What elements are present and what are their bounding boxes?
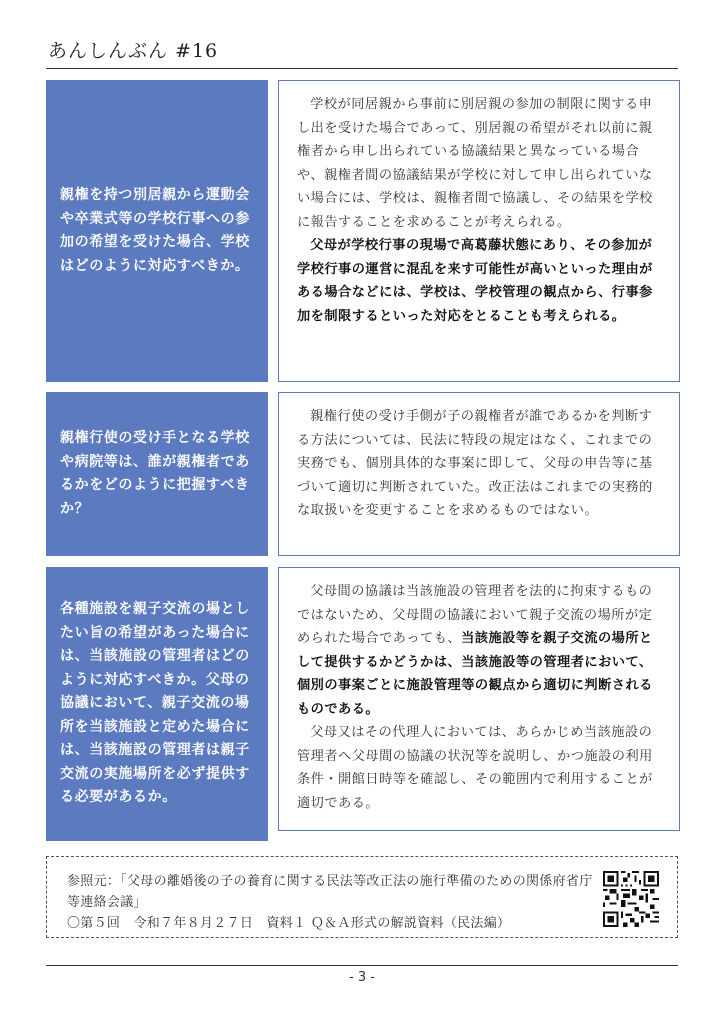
header-divider [46,68,678,69]
question-text: 各種施設を親子交流の場としたい旨の希望があった場合には、当該施設の管理者はどのように対応すべきか。父母の協議において、親子交流の場所を当該施設と定めた場合には、当該施設の管理者は親子交流の実施場所を必ず提供する必要があるか。 [60,601,250,806]
reference-document: 〇第５回 令和７年８月２７日 資料１ Ｑ＆Ａ形式の解説資料（民法編） [67,916,511,931]
answer-paragraph: 父母又はその代理人においては、あらかじめ当該施設の管理者へ父母間の協議の状況等を説明し、かつ施設の利用条件・開館日時等を確認し、その範囲内で利用することが適切である。 [297,725,653,811]
qa-item-1 [46,80,680,382]
reference-source: 参照元：「父母の離婚後の子の養育に関する民法等改正法の施行準備のための関係府省庁等連絡会議」 [67,874,593,910]
reference-box [46,856,678,938]
newsletter-title: あんしんぶん #16 [48,40,219,62]
answer-paragraph: 父母間の協議は当該施設の管理者を法的に拘束するものではないため、父母間の協議において親子交流の場所が定められた場合であっても、当該施設等を親子交流の場所として提供するかどうかは、当該施設等の管理者において、個別の事案ごとに施設管理等の観点から適切に判断されるものである。 [297,584,653,717]
qa-item-2 [46,392,680,556]
answer-box [278,80,680,382]
question-text: 親権行使の受け手となる学校や病院等は、誰が親権者であるかをどのように把握すべきか？ [60,430,250,517]
page-number: - 3 - [349,970,375,985]
question-text: 親権を持つ別居親から運動会や卒業式等の学校行事への参加の希望を受けた場合、学校はどのように対応すべきか。 [60,187,250,274]
answer-paragraph: 学校が同居親から事前に別居親の参加の制限に関する申し出を受けた場合であって、別居親の希望がそれ以前に親権者から申し出られている協議結果と異なっている場合や、親権者間の協議結果が学校に対して申し出られていない場合には、学校は、親権者間で協議し、その結果を学校に報告することを求めることが考えられる。 [297,97,653,230]
qr-code-icon[interactable] [603,871,659,927]
answer-box [278,567,680,831]
question-box [46,80,268,382]
question-box [46,392,268,556]
qa-item-3 [46,567,680,841]
answer-paragraph: 父母が学校行事の現場で高葛藤状態にあり、その参加が学校行事の運営に混乱を来す可能性が高いといった理由がある場合などには、学校は、学校管理の観点から、行事参加を制限するといった対応をとることも考えられる。 [297,238,653,324]
page-header [46,30,678,70]
footer-divider [46,965,678,966]
reference-text [67,871,597,934]
question-box [46,567,268,841]
answer-box [278,392,680,556]
answer-paragraph: 親権行使の受け手側が子の親権者が誰であるかを判断する方法については、民法に特段の規定はなく、これまでの実務でも、個別具体的な事案に即して、父母の申告等に基づいて適切に判断されていた。改正法はこれまでの実務的な取扱いを変更することを求めるものではない。 [297,409,653,518]
